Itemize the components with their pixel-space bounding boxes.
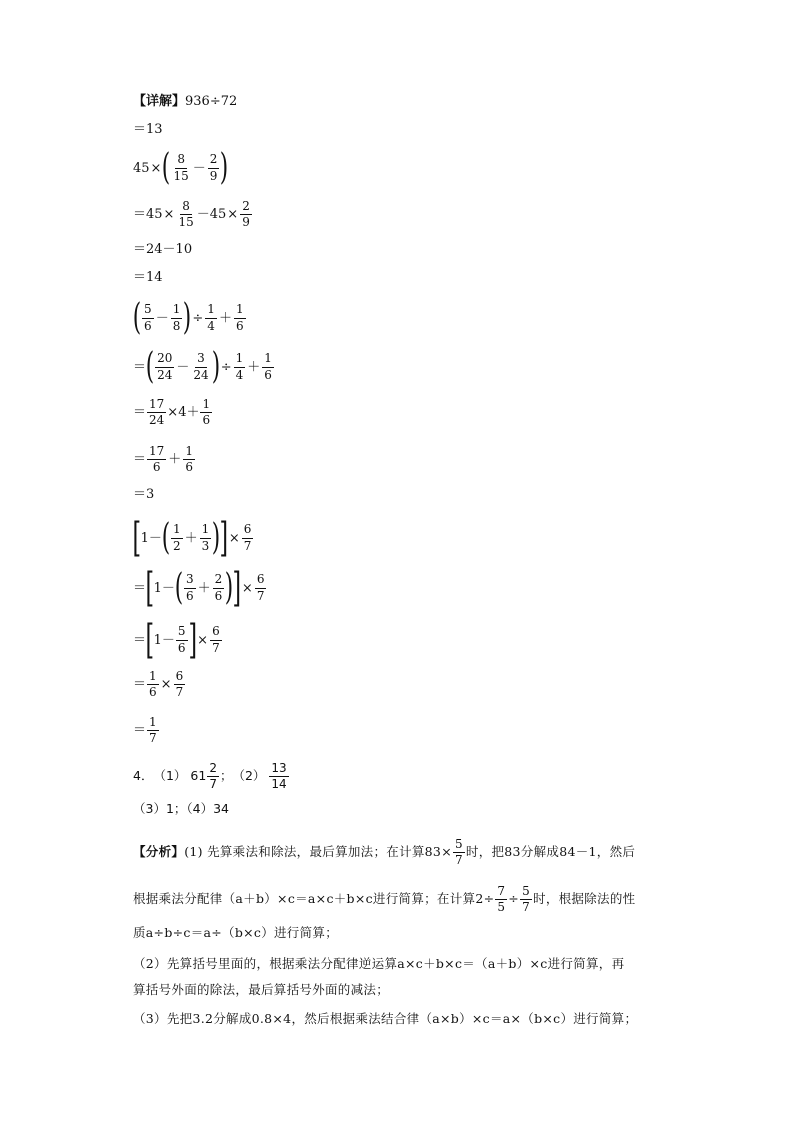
separator: ； xyxy=(219,768,233,784)
answers-line-1 xyxy=(133,762,290,791)
fraction: $\frac{3}{6}$ xyxy=(185,572,194,603)
equals-sign: ＝ xyxy=(133,359,147,375)
left-bracket: [ xyxy=(145,565,155,611)
left-paren: ( xyxy=(145,346,155,387)
times-sign: × xyxy=(163,207,175,223)
equals-sign: ＝ xyxy=(133,405,147,421)
expr-2 xyxy=(133,147,229,188)
step-text: ＝14 xyxy=(133,270,163,285)
minus-sign: － xyxy=(192,160,206,176)
fraction: $\frac{1}{6}$ xyxy=(264,351,272,382)
fraction: $\frac{1}{7}$ xyxy=(149,715,157,746)
right-paren: ) xyxy=(225,567,234,608)
expr-3-step-2 xyxy=(133,398,213,427)
left-paren: ( xyxy=(162,147,171,188)
mixed-whole: 61 xyxy=(190,768,207,784)
expr-4 xyxy=(132,515,254,561)
expr-2-step-2 xyxy=(133,243,192,256)
fraction: $\frac{1}{6}$ xyxy=(185,444,193,475)
analysis-text: （2）先算括号里面的，根据乘法分配律逆运算a×c＋b×c＝（a＋b）×c进行简算，再 xyxy=(133,956,625,971)
fraction: $\frac{2}{9}$ xyxy=(209,152,218,183)
fraction: $\frac{3}{24}$ xyxy=(193,351,209,382)
plus-sign: ＋ xyxy=(184,530,198,546)
left-paren: ( xyxy=(132,297,142,338)
plus-sign: ＋ xyxy=(218,310,232,326)
fraction: $\frac{5}{6}$ xyxy=(177,624,186,655)
right-paren: ) xyxy=(183,297,192,338)
step-text: ＝45 xyxy=(133,207,163,223)
analysis-text: 质a÷b÷c＝a÷（b×c）进行简算； xyxy=(133,925,339,940)
fraction: $\frac{20}{24}$ xyxy=(157,351,173,382)
expr-2-coef: 45 xyxy=(133,160,150,176)
fraction: $\frac{17}{6}$ xyxy=(149,444,165,475)
fraction: $\frac{6}{7}$ xyxy=(212,624,220,655)
equals-sign: ＝ xyxy=(133,632,147,648)
answers-line-2 xyxy=(133,803,229,816)
left-paren: ( xyxy=(174,567,184,608)
equals-sign: ＝ xyxy=(133,677,147,693)
fraction: $\frac{17}{24}$ xyxy=(149,397,165,428)
step-text: 1－ xyxy=(153,580,175,596)
times-sign: × xyxy=(160,677,172,693)
fraction: $\frac{5}{7}$ xyxy=(522,884,531,915)
fraction: $\frac{2}{6}$ xyxy=(214,572,223,603)
analysis-label: 【分析】 xyxy=(133,844,185,860)
fraction: $\frac{8}{15}$ xyxy=(178,199,194,230)
expr-4-step-1 xyxy=(133,565,267,611)
detail-label: 【详解】 xyxy=(133,94,186,109)
analysis-text: 算括号外面的除法，最后算括号外面的减法； xyxy=(133,982,390,997)
expr-2-result xyxy=(133,271,163,284)
expr-3-step-3 xyxy=(133,445,196,474)
equals-sign: ＝ xyxy=(133,452,147,468)
fraction: $\frac{6}{7}$ xyxy=(243,522,252,553)
fraction: $\frac{5}{6}$ xyxy=(144,302,152,333)
left-bracket: [ xyxy=(145,617,155,663)
fraction: $\frac{1}{8}$ xyxy=(172,302,181,333)
fraction: $\frac{1}{6}$ xyxy=(149,669,157,700)
minus-sign: － xyxy=(176,359,190,375)
question-number: 4． xyxy=(133,768,154,784)
fraction: $\frac{6}{7}$ xyxy=(175,669,184,700)
right-bracket: ] xyxy=(219,515,229,561)
times-sign: × xyxy=(150,160,162,176)
right-bracket: ] xyxy=(188,617,197,663)
plus-sign: ＋ xyxy=(168,452,182,468)
analysis-text: 时，根据除法的性 xyxy=(533,891,636,907)
fraction: $\frac{1}{3}$ xyxy=(201,522,210,553)
step-text: ＝3 xyxy=(133,487,155,502)
equals-sign: ＝ xyxy=(133,723,147,739)
step-text: 1－ xyxy=(153,632,175,648)
expr-3-result xyxy=(133,488,154,501)
times-sign: × xyxy=(197,632,209,648)
step-text: ×4＋ xyxy=(167,405,200,421)
times-sign: × xyxy=(228,530,240,546)
step-text: －45 xyxy=(196,207,227,223)
analysis-text: 根据乘法分配律（a＋b）×c＝a×c＋b×c进行简算；在计算2÷ xyxy=(133,891,495,907)
expr-2-step-1 xyxy=(133,200,253,229)
fraction: $\frac{7}{5}$ xyxy=(497,884,506,915)
fraction: $\frac{1}{6}$ xyxy=(202,397,211,428)
right-paren: ) xyxy=(212,517,221,558)
expr-1-result-text: ＝13 xyxy=(133,122,163,137)
expr-1: 936÷72 xyxy=(185,94,238,109)
plus-sign: ＋ xyxy=(197,580,211,596)
equals-sign: ＝ xyxy=(133,580,147,596)
part-label: （2） xyxy=(232,768,266,784)
analysis-text: 时，把83分解成84－1，然后 xyxy=(465,844,636,860)
expr-4-result xyxy=(133,716,160,745)
times-sign: × xyxy=(241,580,253,596)
part-label: （1） xyxy=(153,768,187,784)
times-sign: × xyxy=(227,207,239,223)
fraction: $\frac{13}{14}$ xyxy=(271,761,287,792)
divide-sign: ÷ xyxy=(508,891,520,907)
fraction: $\frac{5}{7}$ xyxy=(454,837,463,868)
detail-line xyxy=(133,95,237,108)
fraction: $\frac{1}{4}$ xyxy=(235,351,244,382)
analysis-line-3 xyxy=(133,927,673,940)
fraction: $\frac{8}{15}$ xyxy=(173,152,189,183)
minus-sign: － xyxy=(155,310,169,326)
expr-1-result xyxy=(133,123,163,136)
left-paren: ( xyxy=(161,517,171,558)
right-paren: ) xyxy=(220,147,229,188)
plus-sign: ＋ xyxy=(247,359,261,375)
left-bracket: [ xyxy=(132,515,142,561)
expr-3 xyxy=(132,297,247,338)
analysis-line-5 xyxy=(133,984,673,997)
expr-4-step-3 xyxy=(133,670,186,699)
fraction: $\frac{2}{7}$ xyxy=(209,761,217,792)
answers-text: （3）1；（4）34 xyxy=(133,801,230,816)
fraction: $\frac{1}{2}$ xyxy=(172,522,181,553)
fraction: $\frac{1}{4}$ xyxy=(207,302,215,333)
right-paren: ) xyxy=(211,346,220,387)
fraction: $\frac{1}{6}$ xyxy=(235,302,244,333)
right-bracket: ] xyxy=(232,565,242,611)
divide-sign: ÷ xyxy=(220,359,232,375)
analysis-text: （3）先把3.2分解成0.8×4，然后根据乘法结合律（a×b）×c＝a×（b×c）进行简算； xyxy=(133,1011,638,1026)
fraction: $\frac{2}{9}$ xyxy=(242,199,250,230)
analysis-line-4 xyxy=(133,958,673,971)
step-text: 1－ xyxy=(140,530,162,546)
fraction: $\frac{6}{7}$ xyxy=(256,572,265,603)
expr-4-step-2 xyxy=(133,617,223,663)
analysis-line-2 xyxy=(133,885,673,914)
step-text: ＝24－10 xyxy=(133,242,193,257)
analysis-text: (1) 先算乘法和除法，最后算加法；在计算83× xyxy=(184,844,452,860)
expr-3-step-1 xyxy=(133,346,275,387)
analysis-line-1 xyxy=(133,838,673,867)
divide-sign: ÷ xyxy=(192,310,204,326)
analysis-line-6 xyxy=(133,1013,673,1026)
